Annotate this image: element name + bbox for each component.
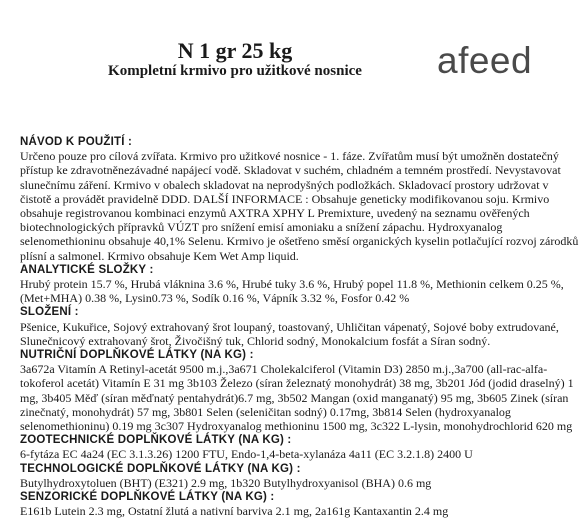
zootechnicke-heading: ZOOTECHNICKÉ DOPLŇKOVÉ LÁTKY (NA KG) :: [20, 434, 292, 447]
analyticke-heading: ANALYTICKÉ SLOŽKY :: [20, 263, 154, 276]
slozeni-text: Pšenice, Kukuřice, Sojový extrahovaný šrot loupaný, toastovaný, Uhličitan vápenatý, Sojové boby extrudované, Slunečnicový extrahovaný šrot, Živočišný tuk, Chlorid sodný, Monokalcium fosfát a Síran sodný.: [20, 319, 559, 348]
nutricni-heading: NUTRIČNÍ DOPLŇKOVÉ LÁTKY (NA KG) :: [20, 349, 254, 362]
product-subtitle: Kompletní krmivo pro užitkové nosnice: [108, 63, 362, 79]
zootechnicke-text: 6-fytáza EC 4a24 (EC 3.1.3.26) 1200 FTU, Endo-1,4-beta-xylanáza 4a11 (EC 3.2.1.8) 2400 U: [20, 447, 473, 462]
nutricni-text: 3a672a Vitamín A Retinyl-acetát 9500 m.j.,3a671 Cholekalciferol (Vitamin D3) 2850 m.j.,3a700 (all-rac-alfa-tokoferol acetát) Vitamín E 31 mg 3b103 Železo (síran železnatý monohydrát) 38 mg, 3b201 Jód (jodid draselný) 1 mg, 3b405 Měď (síran měďnatý pentahydrát)6.7 mg, 3b502 Mangan (oxid manganatý) 95 mg, 3b605 Zinek (síran zinečnatý, monohydrát) 57 mg, 3b801 Selen (seleničitan sodný) 0.17mg, 3b814 Selen (hydroxyanalog selenomethioninu) 0.19 mg 3c307 Hydroxyanalog methioninu 1500 mg, 3c322 L-lysin, monohydrochlorid 620 mg: [20, 362, 574, 434]
afeed-logo: afeed: [437, 40, 533, 81]
navod-text: Určeno pouze pro cílová zvířata. Krmivo pro užitkové nosnice - 1. fáze. Zvířatům musí být umožněn dostatečný přístup ke zdravotněnezávadné napájecí vodě. Skladovat v suchém, chladném a temném prostředí. Nevystavovat slunečnímu záření. Krmivo v obalech skladovat na neprodyšných podložkách. Skladovací prostory udržovat v čistotě a provádět pravidelně DDD. DALŠÍ INFORMACE : Obsahuje geneticky modifikovanou soju. Krmivo obsahuje registrovanou kombinaci enzymů AXTRA XPHY L Premixture, uvedený na seznamu ověřených biotechnologických přípravků VÚZT pro snížení emisí amoniaku a snížení zápachu. Hydroxyanalog selenomethioninu obsahuje 40,1% Selenu. Krmivo je ošetřeno směsí organických kyselin potlačující rozvoj zárodků plísní a salmonel. Krmivo obsahuje Kem Wet Amp liquid.: [20, 149, 579, 263]
slozeni-heading: SLOŽENÍ :: [20, 306, 79, 319]
label-content: [20, 135, 582, 518]
navod-heading: NÁVOD K POUŽITÍ :: [20, 136, 133, 148]
analyticke-text: Hrubý protein 15.7 %, Hrubá vláknina 3.6 %, Hrubé tuky 3.6 %, Hrubý popel 11.8 %, Methionin celkem 0.25 %, (Met+MHA) 0.38 %, Lysin0.73 %, Sodík 0.16 %, Vápník 3.32 %, Fosfor 0.42 %: [20, 277, 564, 306]
technologicke-text: Butylhydroxytoluen (BHT) (E321) 2.9 mg, 1b320 Butylhydroxyanisol (BHA) 0.6 mg: [20, 475, 432, 490]
technologicke-heading: TECHNOLOGICKÉ DOPLŇKOVÉ LÁTKY (NA KG) :: [20, 462, 301, 475]
senzoricke-heading: SENZORICKÉ DOPLŇKOVÉ LÁTKY (NA KG) :: [20, 491, 275, 504]
product-title: N 1 gr 25 kg: [177, 38, 293, 63]
senzoricke-text: E161b Lutein 2.3 mg, Ostatní žlutá a nativní barviva 2.1 mg, 2a161g Kantaxantin 2.4 mg: [20, 504, 449, 518]
